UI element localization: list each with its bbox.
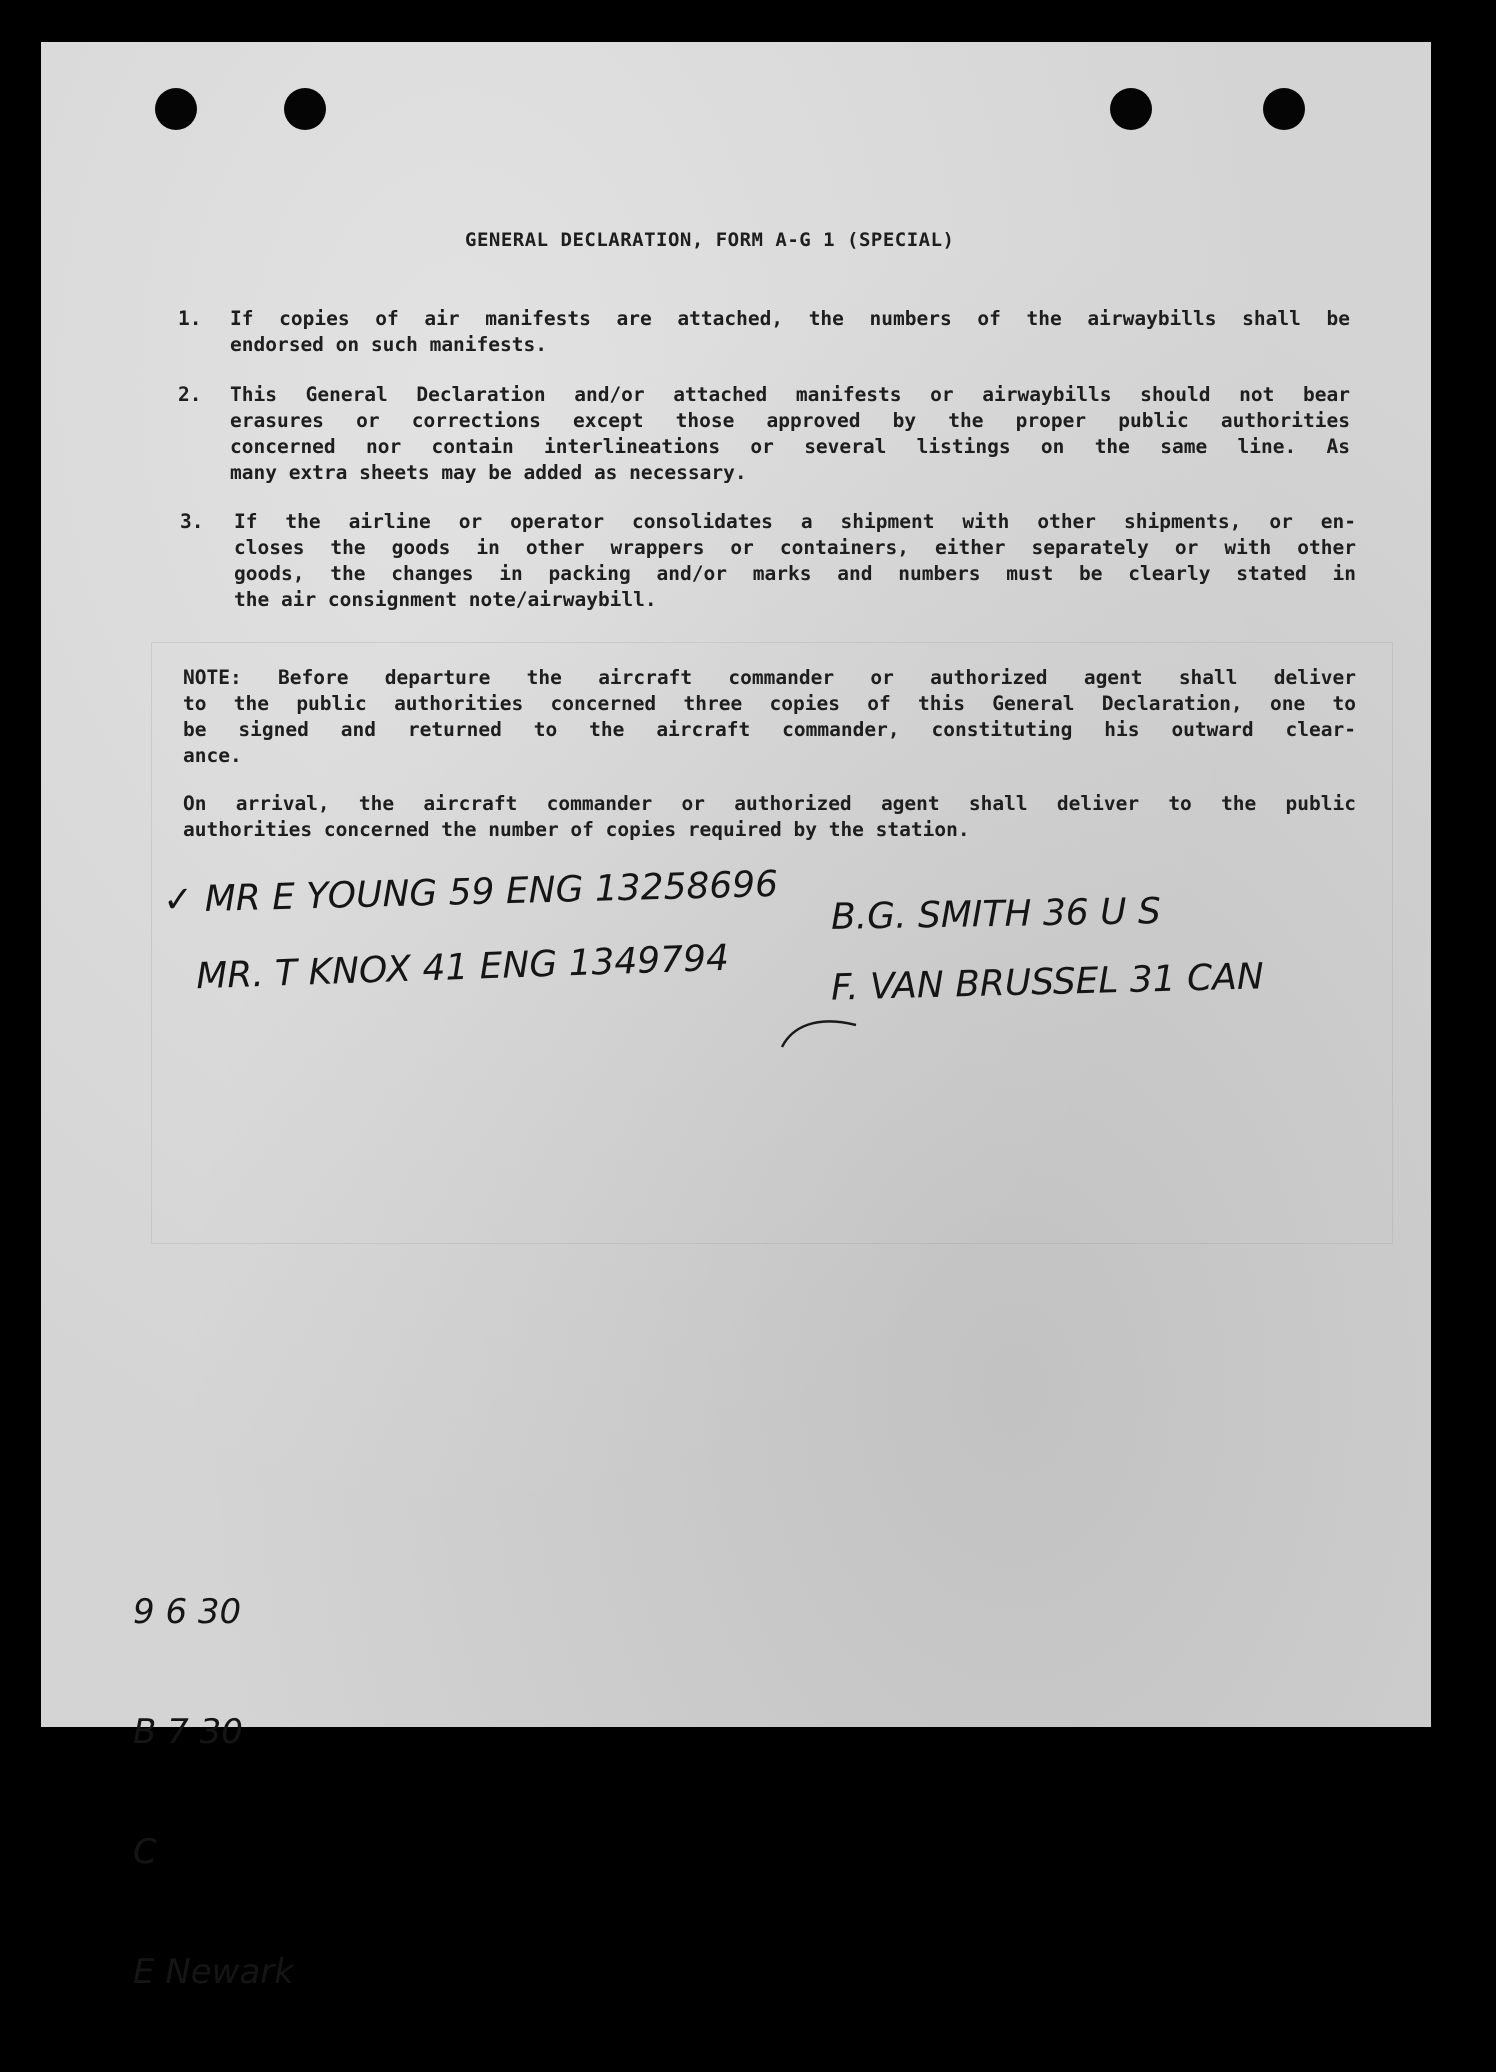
note-line: NOTE: Before departure the aircraft commander or authorized agent shall deliver: [183, 666, 1356, 689]
item-line: If the airline or operator consolidates a shipment with other shipments, or en-: [234, 510, 1356, 533]
item-number: 1.: [178, 307, 202, 330]
note-paragraph: [183, 665, 1356, 769]
punch-hole: [284, 88, 326, 130]
arrival-paragraph: [183, 791, 1356, 843]
handwritten-passenger-2: B.G. SMITH 36 U S: [830, 891, 1162, 938]
handwritten-note-line: C: [133, 1832, 157, 1872]
note-line: be signed and returned to the aircraft commander, constituting his outward clear-: [183, 718, 1356, 741]
item-line: many extra sheets may be added as necessary.: [230, 461, 747, 484]
note-line: ance.: [183, 744, 242, 767]
punch-hole: [1263, 88, 1305, 130]
item-line: goods, the changes in packing and/or marks and numbers must be clearly stated in: [234, 562, 1356, 585]
item-number: 3.: [180, 510, 204, 533]
arrival-line: authorities concerned the number of copies required by the station.: [183, 818, 970, 841]
handwritten-passenger-1: ✓ MR E YOUNG 59 ENG 13258696: [162, 863, 779, 922]
note-line: to the public authorities concerned three copies of this General Declaration, one to: [183, 692, 1356, 715]
item-line: If copies of air manifests are attached, the numbers of the airwaybills shall be: [230, 307, 1350, 330]
item-text: [230, 382, 1350, 486]
item-line: This General Declaration and/or attached manifests or airwaybills should not bear: [230, 383, 1350, 406]
arrival-line: On arrival, the aircraft commander or authorized agent shall deliver to the public: [183, 792, 1356, 815]
item-number: 2.: [178, 383, 202, 406]
item-line: closes the goods in other wrappers or containers, either separately or with other: [234, 536, 1356, 559]
handwritten-note-line: B 7 30: [133, 1712, 243, 1752]
item-line: endorsed on such manifests.: [230, 333, 547, 356]
item-line: the air consignment note/airwaybill.: [234, 588, 657, 611]
handwritten-passenger-4: F. VAN BRUSSEL 31 CAN: [830, 956, 1265, 1009]
handwritten-passenger-3: MR. T KNOX 41 ENG 1349794: [195, 937, 730, 998]
handwritten-note-line: 9 6 30: [133, 1592, 242, 1632]
punch-hole: [155, 88, 197, 130]
document-page: [41, 42, 1431, 1992]
item-text: [230, 306, 1350, 358]
document-title: GENERAL DECLARATION, FORM A-G 1 (SPECIAL): [465, 229, 955, 251]
item-line: erasures or corrections except those approved by the proper public authorities: [230, 409, 1350, 432]
handwritten-mark: [776, 1007, 866, 1067]
handwritten-notes: [133, 1512, 294, 2072]
item-text: [234, 509, 1356, 613]
punch-hole: [1110, 88, 1152, 130]
handwritten-note-line: E Newark: [133, 1952, 294, 1992]
item-line: concerned nor contain interlineations or several listings on the same line. As: [230, 435, 1350, 458]
